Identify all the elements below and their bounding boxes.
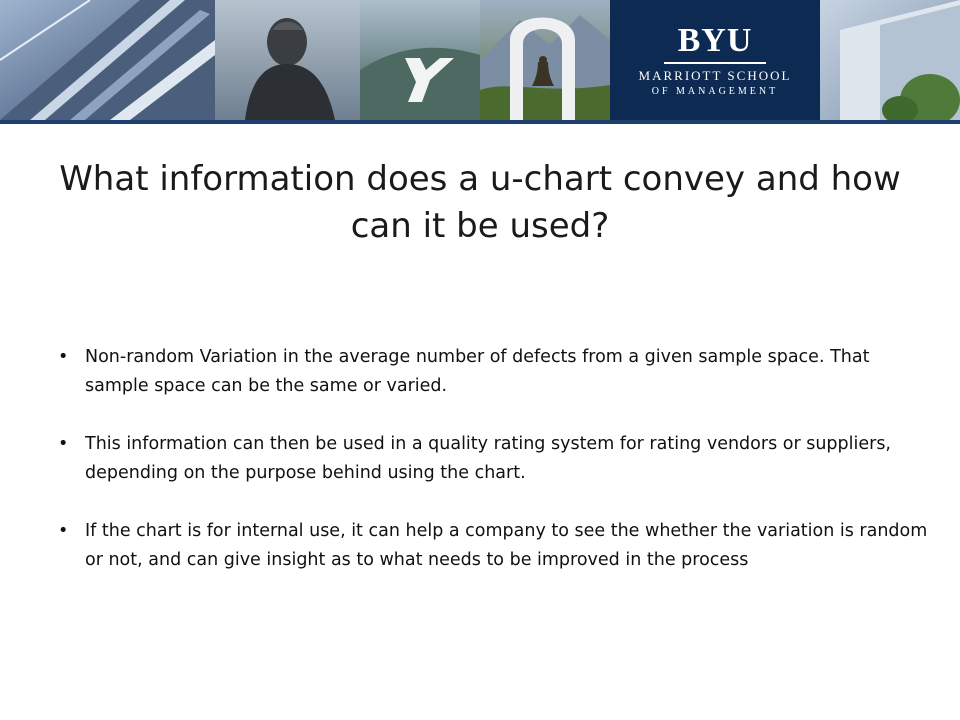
bullet-text: If the chart is for internal use, it can help a company to see the whether the variation is random or not, and can give insight as to what needs to be improved in the process (85, 521, 928, 570)
statue-photo (215, 0, 360, 120)
bullet-list (58, 343, 938, 604)
slide-title: What information does a u-chart convey and how can it be used? (59, 159, 901, 246)
bullet-item (58, 343, 938, 401)
logo-school-name: MARRIOTT SCHOOL (638, 68, 792, 83)
bullet-marker: • (58, 347, 69, 367)
bell-tower-photo (480, 0, 610, 120)
bullet-marker: • (58, 434, 69, 454)
logo-school-unit: OF MANAGEMENT (651, 86, 779, 97)
bullet-marker: • (58, 521, 69, 541)
logo-divider (664, 62, 766, 64)
bullet-item (58, 517, 938, 575)
logo-brand: BYU (677, 22, 753, 59)
building-glass-photo (0, 0, 215, 120)
byu-marriott-logo (610, 0, 820, 120)
banner-bottom-strip (0, 120, 960, 124)
bullet-text: This information can then be used in a quality rating system for rating vendors or suppliers, depending on the purpose behind using the chart. (85, 434, 891, 483)
header-banner (0, 0, 960, 120)
modern-building-photo (820, 0, 960, 120)
bullet-text: Non-random Variation in the average number of defects from a given sample space. That sample space can be the same or varied. (85, 347, 870, 396)
y-mountain-photo (360, 0, 480, 120)
bullet-item (58, 430, 938, 488)
